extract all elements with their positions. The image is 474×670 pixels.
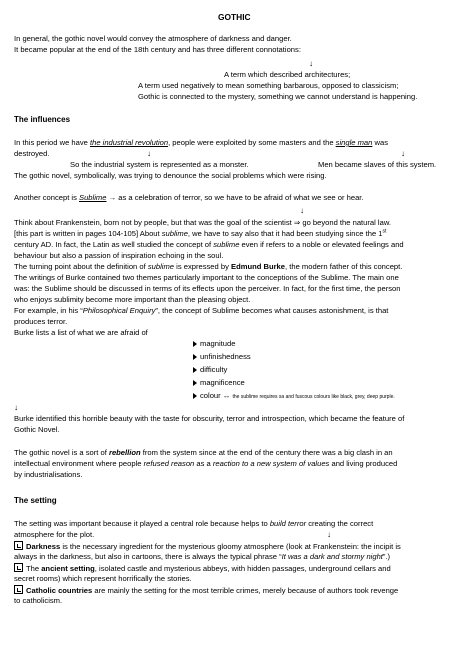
down-arrow-icon: ↓ (401, 149, 405, 158)
bullet-icon (193, 367, 197, 373)
section-heading-setting: The setting (14, 496, 57, 505)
intro-line-2: It became popular at the end of the 18th century and has three different connotations: (14, 45, 301, 54)
setting-item-ancient: The ancient setting, isolated castle and mysterious abbeys, with hidden passages, underground cellars and (14, 563, 391, 574)
colour-note: the sublime requires sa and fuscous colours like black, grey, deep purple. (232, 394, 395, 400)
intro-line-1: In general, the gothic novel would convey the atmosphere of darkness and danger. (14, 34, 292, 43)
paragraph-line: [this part is written in pages 104-105] About sublime, we have to say also that it had been studying since the 1st (14, 228, 387, 238)
paragraph-line: atmosphere for the plot. (14, 530, 95, 539)
paragraph-line: So the industrial system is represented as a monster. (70, 160, 249, 169)
paragraph-line: Think about Frankenstein, born not by people, but that was the goal of the scientist ⇒ go beyond the natural law. (14, 218, 392, 227)
section-heading-influences: The influences (14, 115, 71, 124)
paragraph-line: by industrialisations. (14, 470, 83, 479)
down-arrow-icon: ↓ (309, 59, 313, 68)
paragraph-line: The writings of Burke contained two themes particularly important to the conceptions of the Sublime. The main one (14, 273, 399, 282)
paragraph-line: Burke identified this horrible beauty with the taste for obscurity, terror and introspection, which became the feature of (14, 414, 405, 423)
setting-item-darkness: Darkness is the necessary ingredient for the mysterious gloomy atmosphere (look at Frankenstein: the incipit is (14, 541, 401, 552)
paragraph-line: intellectual environment where people refused reason as a reaction to a new system of values and living produced (14, 459, 398, 468)
bullet-icon (193, 341, 197, 347)
bullet-icon (193, 393, 197, 399)
paragraph-line: to catholicism. (14, 596, 63, 605)
paragraph-sublime: Another concept is Sublime → as a celebration of terror, so we have to be afraid of what we see or hear. (14, 193, 364, 202)
list-item: unfinishedness (193, 352, 251, 362)
boxed-arrow-icon (14, 563, 23, 572)
down-arrow-icon: ↓ (300, 206, 304, 215)
paragraph-line: who enjoys sublimity become more important than the pleasing object. (14, 295, 251, 304)
paragraph-industrial: In this period we have the industrial revolution, people were exploited by some masters and the single man was (14, 138, 389, 147)
list-item: colour ↔ the sublime requires sa and fuscous colours like black, grey, deep purple. (193, 391, 395, 403)
paragraph-line: produces terror. (14, 317, 68, 326)
paragraph-line: destroyed. (14, 149, 50, 158)
connotation-3: Gothic is connected to the mystery, something we cannot understand is happening. (138, 92, 418, 101)
paragraph-line: behaviour but also a passion of inspiration echoing in the soul. (14, 251, 224, 260)
down-arrow-icon: ↓ (14, 403, 18, 412)
boxed-arrow-icon (14, 541, 23, 550)
paragraph-line: For example, in his “Philosophical Enquiry”, the concept of Sublime becomes what causes astonishment, is that (14, 306, 389, 315)
bullet-icon (193, 380, 197, 386)
paragraph-line: Burke lists a list of what we are afraid of (14, 328, 148, 337)
list-item: magnificence (193, 378, 245, 388)
connotation-1: A term which described architectures; (224, 70, 351, 79)
paragraph-line: Gothic Novel. (14, 425, 60, 434)
paragraph-rebellion: The gothic novel is a sort of rebellion from the system since at the end of the century there was a big clash in an (14, 448, 393, 457)
down-arrow-icon: ↓ (327, 530, 331, 539)
paragraph-line: was: the Sublime should be discussed in terms of its effects upon the perceiver. In fact, for the first time, the person (14, 284, 401, 293)
connotation-2: A term used negatively to mean something barbarous, opposed to classicism; (138, 81, 399, 90)
page-title: GOTHIC (218, 12, 251, 22)
bullet-icon (193, 354, 197, 360)
paragraph-line: always in the darkness, but also in cartoons, there is always the typical phrase “It was a dark and stormy night”.) (14, 552, 391, 561)
list-item: difficulty (193, 365, 227, 375)
list-item: magnitude (193, 339, 235, 349)
boxed-arrow-icon (14, 585, 23, 594)
setting-item-catholic: Catholic countries are mainly the setting for the most terrible crimes, merely because of authors took revenge (14, 585, 398, 596)
down-arrow-icon: ↓ (147, 149, 151, 158)
paragraph-setting: The setting was important because it played a central role because helps to build terror creating the correct (14, 519, 374, 528)
paragraph-line: century AD. In fact, the Latin as well studied the concept of sublime even if refers to a noble or elevated feelings and (14, 240, 404, 249)
paragraph-line: The gothic novel, symbolically, was trying to denounce the social problems which were rising. (14, 171, 327, 180)
paragraph-line: Men became slaves of this system. (318, 160, 437, 169)
paragraph-line: The turning point about the definition of sublime is expressed by Edmund Burke, the modern father of this concept. (14, 262, 403, 271)
paragraph-line: secret rooms) which represent horrifically the stories. (14, 574, 192, 583)
